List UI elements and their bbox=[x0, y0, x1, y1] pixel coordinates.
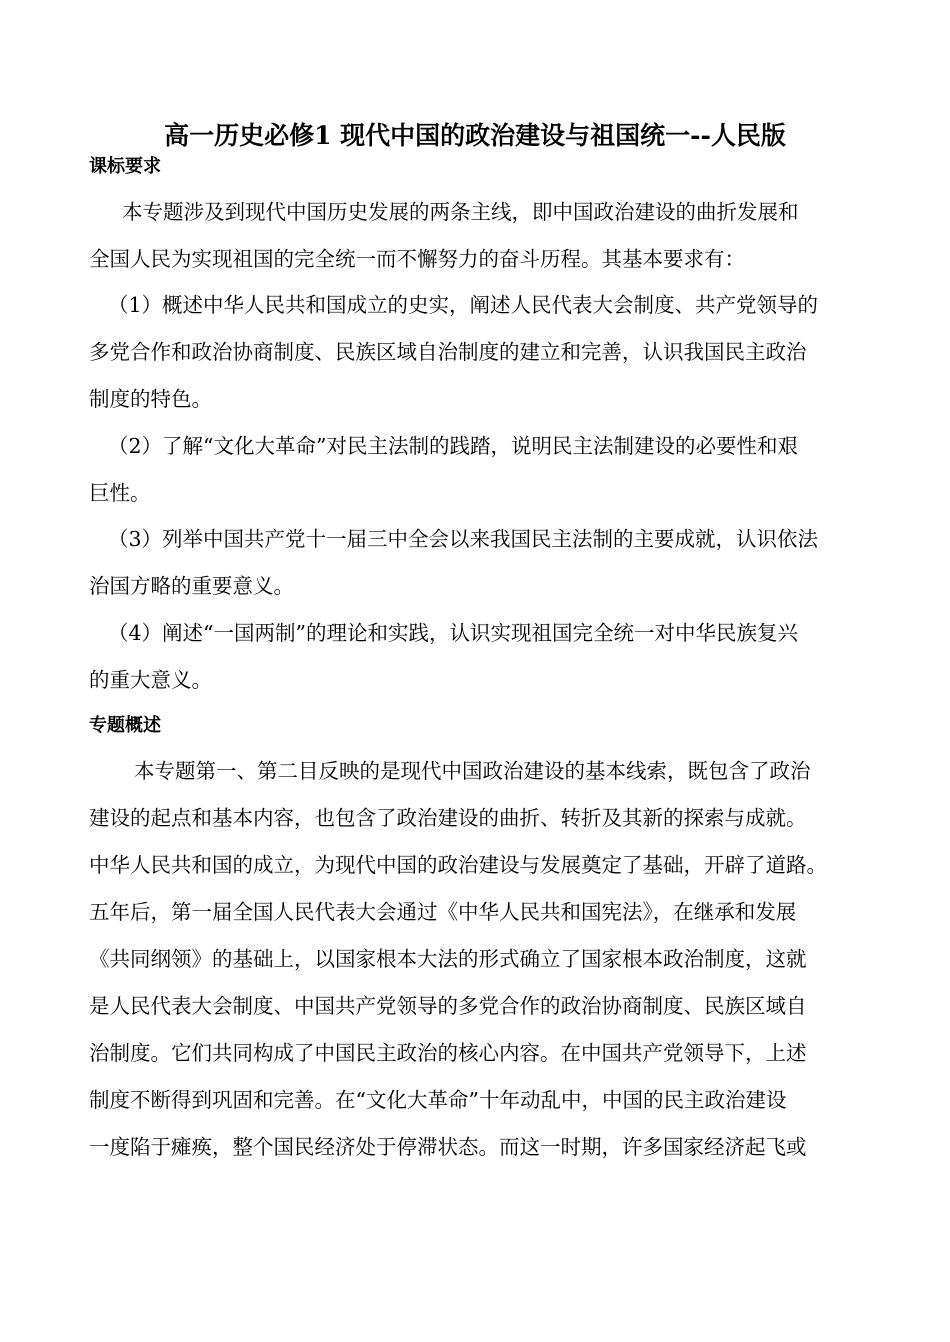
paragraph-line: 本专题第一、第二目反映的是现代中国政治建设的基本线索，既包含了政治 bbox=[134, 759, 811, 783]
paragraph-line: （2）了解“文化大革命”对民主法制的践踏，说明民主法制建设的必要性和艰 bbox=[108, 434, 799, 458]
section-heading-overview: 专题概述 bbox=[89, 715, 161, 736]
paragraph-line: 《共同纲领》的基础上，以国家根本大法的形式确立了国家根本政治制度，这就 bbox=[89, 947, 807, 971]
paragraph-line: 治制度。它们共同构成了中国民主政治的核心内容。在中国共产党领导下，上述 bbox=[89, 1041, 807, 1065]
paragraph-line: 多党合作和政治协商制度、民族区域自治制度的建立和完善，认识我国民主政治 bbox=[89, 340, 807, 364]
paragraph-line: （3）列举中国共产党十一届三中全会以来我国民主法制的主要成就，认识依法 bbox=[108, 527, 819, 551]
paragraph-line: 全国人民为实现祖国的完全统一而不懈努力的奋斗历程。其基本要求有： bbox=[89, 247, 745, 271]
document-title: 高一历史必修1 现代中国的政治建设与祖国统一--人民版 bbox=[164, 121, 786, 150]
paragraph-line: （4）阐述“一国两制”的理论和实践，认识实现祖国完全统一对中华民族复兴 bbox=[108, 621, 799, 645]
paragraph-line: 制度的特色。 bbox=[89, 387, 212, 411]
paragraph-line: 治国方略的重要意义。 bbox=[89, 574, 294, 598]
paragraph-line: 五年后，第一届全国人民代表大会通过《中华人民共和国宪法》，在继承和发展 bbox=[89, 900, 797, 924]
section-heading-standards: 课标要求 bbox=[89, 156, 161, 177]
paragraph-line: 是人民代表大会制度、中国共产党领导的多党合作的政治协商制度、民族区域自 bbox=[89, 994, 807, 1018]
paragraph-line: 制度不断得到巩固和完善。在“文化大革命”十年动乱中，中国的民主政治建设 bbox=[89, 1088, 787, 1112]
paragraph-line: 本专题涉及到现代中国历史发展的两条主线，即中国政治建设的曲折发展和 bbox=[122, 200, 799, 224]
paragraph-line: （1）概述中华人民共和国成立的史实，阐述人民代表大会制度、共产党领导的 bbox=[108, 293, 819, 317]
paragraph-line: 建设的起点和基本内容，也包含了政治建设的曲折、转折及其新的探索与成就。 bbox=[89, 806, 807, 830]
paragraph-line: 一度陷于瘫痪，整个国民经济处于停滞状态。而这一时期，许多国家经济起飞或 bbox=[89, 1135, 807, 1159]
paragraph-line: 中华人民共和国的成立，为现代中国的政治建设与发展奠定了基础，开辟了道路。 bbox=[89, 853, 827, 877]
paragraph-line: 巨性。 bbox=[89, 481, 151, 505]
paragraph-line: 的重大意义。 bbox=[89, 668, 212, 692]
